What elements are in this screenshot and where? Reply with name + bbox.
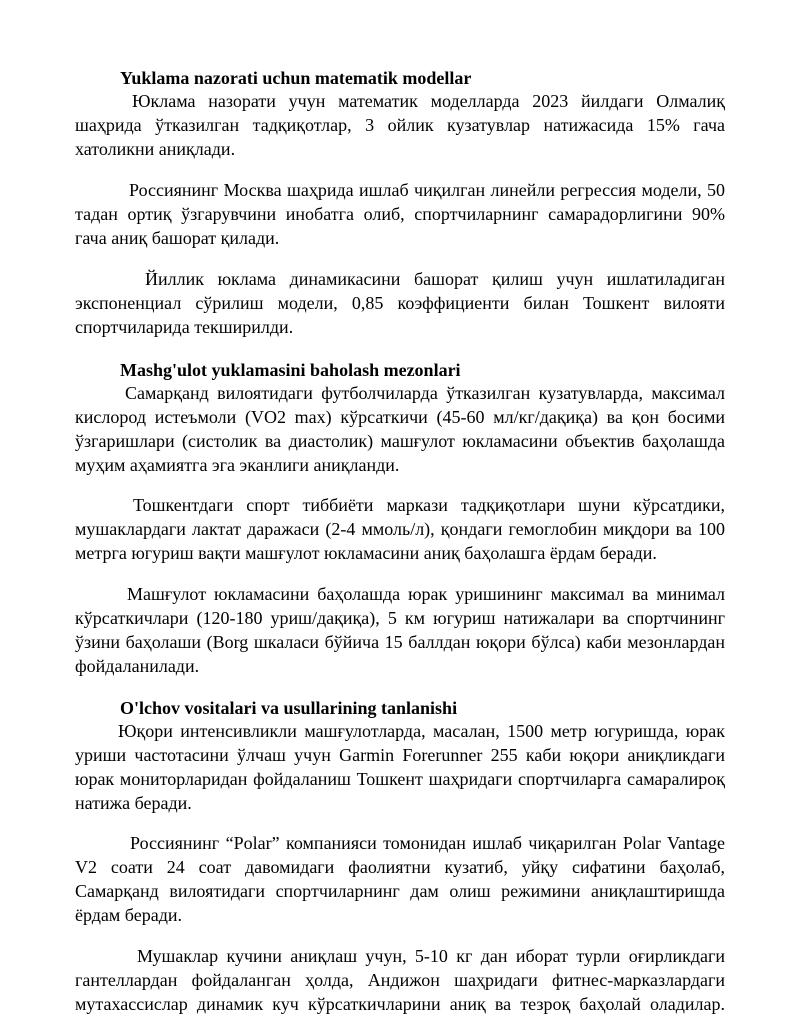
paragraph-line: юрак мониторларидан фойдаланиш Тошкент шаҳридаги спортчиларга самаралироқ <box>75 769 725 789</box>
paragraph <box>75 267 725 339</box>
paragraph <box>75 493 725 565</box>
paragraph <box>75 719 725 815</box>
paragraph-line: Самарқанд вилоятидаги спортчиларнинг дам олиш режимини аниқлаштиришда <box>75 881 725 901</box>
paragraph-line: хатоликни аниқлади. <box>75 139 236 159</box>
paragraph-line: кислород истеъмоли (VO2 max) кўрсаткичи (45-60 мл/кг/дақиқа) ва қон босими <box>75 407 725 427</box>
paragraph <box>75 381 725 477</box>
paragraph-line: ўзини баҳолаши (Borg шкаласи бўйича 15 баллдан юқори бўлса) каби мезонлардан <box>75 632 725 652</box>
paragraph-line: уриши частотасини ўлчаш учун Garmin Forerunner 255 каби юқори аниқликдаги <box>75 745 725 765</box>
paragraph <box>75 89 725 161</box>
paragraph-line: Йиллик юклама динамикасини башорат қилиш учун ишлатиладиган <box>145 269 725 289</box>
section-heading: O'lchov vositalari va usullarining tanlanishi <box>120 698 458 718</box>
paragraph-line: ўзгаришлари (систолик ва диастолик) машғулот юкламасини объектив баҳолашда <box>75 431 725 451</box>
paragraph-line: Тошкентдаги спорт тиббиёти маркази тадқиқотлари шуни кўрсатдики, <box>133 495 725 515</box>
paragraph-line: Мушаклар кучини аниқлаш учун, 5-10 кг дан иборат турли оғирликдаги <box>137 946 725 966</box>
paragraph-line: Юқори интенсивликли машғулотларда, масалан, 1500 метр югуришда, юрак <box>118 721 725 741</box>
paragraph-line: фойдаланилади. <box>75 656 200 676</box>
paragraph-line: тадан ортиқ ўзгарувчини инобатга олиб, спортчиларнинг самарадорлигини 90% <box>75 204 725 224</box>
paragraph-line: натижа беради. <box>75 793 192 813</box>
paragraph-line: спортчиларида текширилди. <box>75 317 294 337</box>
paragraph-line: муҳим аҳамиятга эга эканлиги аниқланди. <box>75 455 400 475</box>
paragraph-line: Россиянинг Москва шаҳрида ишлаб чиқилган линейли регрессия модели, 50 <box>129 180 725 200</box>
paragraph-line: V2 соати 24 соат давомидаги фаолиятни кузатиб, уйқу сифатини баҳолаб, <box>75 857 725 877</box>
paragraph-line: ёрдам беради. <box>75 905 182 925</box>
section-heading: Mashg'ulot yuklamasini baholash mezonlari <box>120 360 461 380</box>
section-heading: Yuklama nazorati uchun matematik modellar <box>120 68 472 88</box>
paragraph-line: Россиянинг “Polar” компанияси томонидан ишлаб чиқарилган Polar Vantage <box>130 833 725 853</box>
paragraph <box>75 831 725 927</box>
paragraph-line: кўрсаткичлари (120-180 уриш/дақиқа), 5 км югуриш натижалари ва спортчининг <box>75 608 725 628</box>
paragraph-line: Машғулот юкламасини баҳолашда юрак уришининг максимал ва минимал <box>127 584 725 604</box>
paragraph-line: шаҳрида ўтказилган тадқиқотлар, 3 ойлик кузатувлар натижасида 15% гача <box>75 115 725 135</box>
paragraph-line: мутахассислар динамик куч кўрсаткичларини аниқ ва тезроқ баҳолай оладилар. <box>75 994 725 1014</box>
paragraph-line: экспоненциал сўрилиш модели, 0,85 коэффициенти билан Тошкент вилояти <box>75 293 725 313</box>
paragraph-line: метрга югуриш вақти машғулот юкламасини аниқ баҳолашга ёрдам беради. <box>75 543 657 563</box>
paragraph-line: Самарқанд вилоятидаги футболчиларда ўтказилган кузатувларда, максимал <box>125 383 725 403</box>
paragraph-line: мушаклардаги лактат даражаси (2-4 ммоль/л), қондаги гемоглобин миқдори ва 100 <box>75 519 725 539</box>
paragraph <box>75 178 725 250</box>
paragraph-line: гача аниқ башорат қилади. <box>75 228 280 248</box>
paragraph-line: Юклама назорати учун математик моделларда 2023 йилдаги Олмалиқ <box>132 91 725 111</box>
paragraph-line: гантеллардан фойдаланган ҳолда, Андижон шаҳридаги фитнес-марказлардаги <box>75 970 725 990</box>
paragraph <box>75 944 725 1016</box>
paragraph <box>75 582 725 678</box>
